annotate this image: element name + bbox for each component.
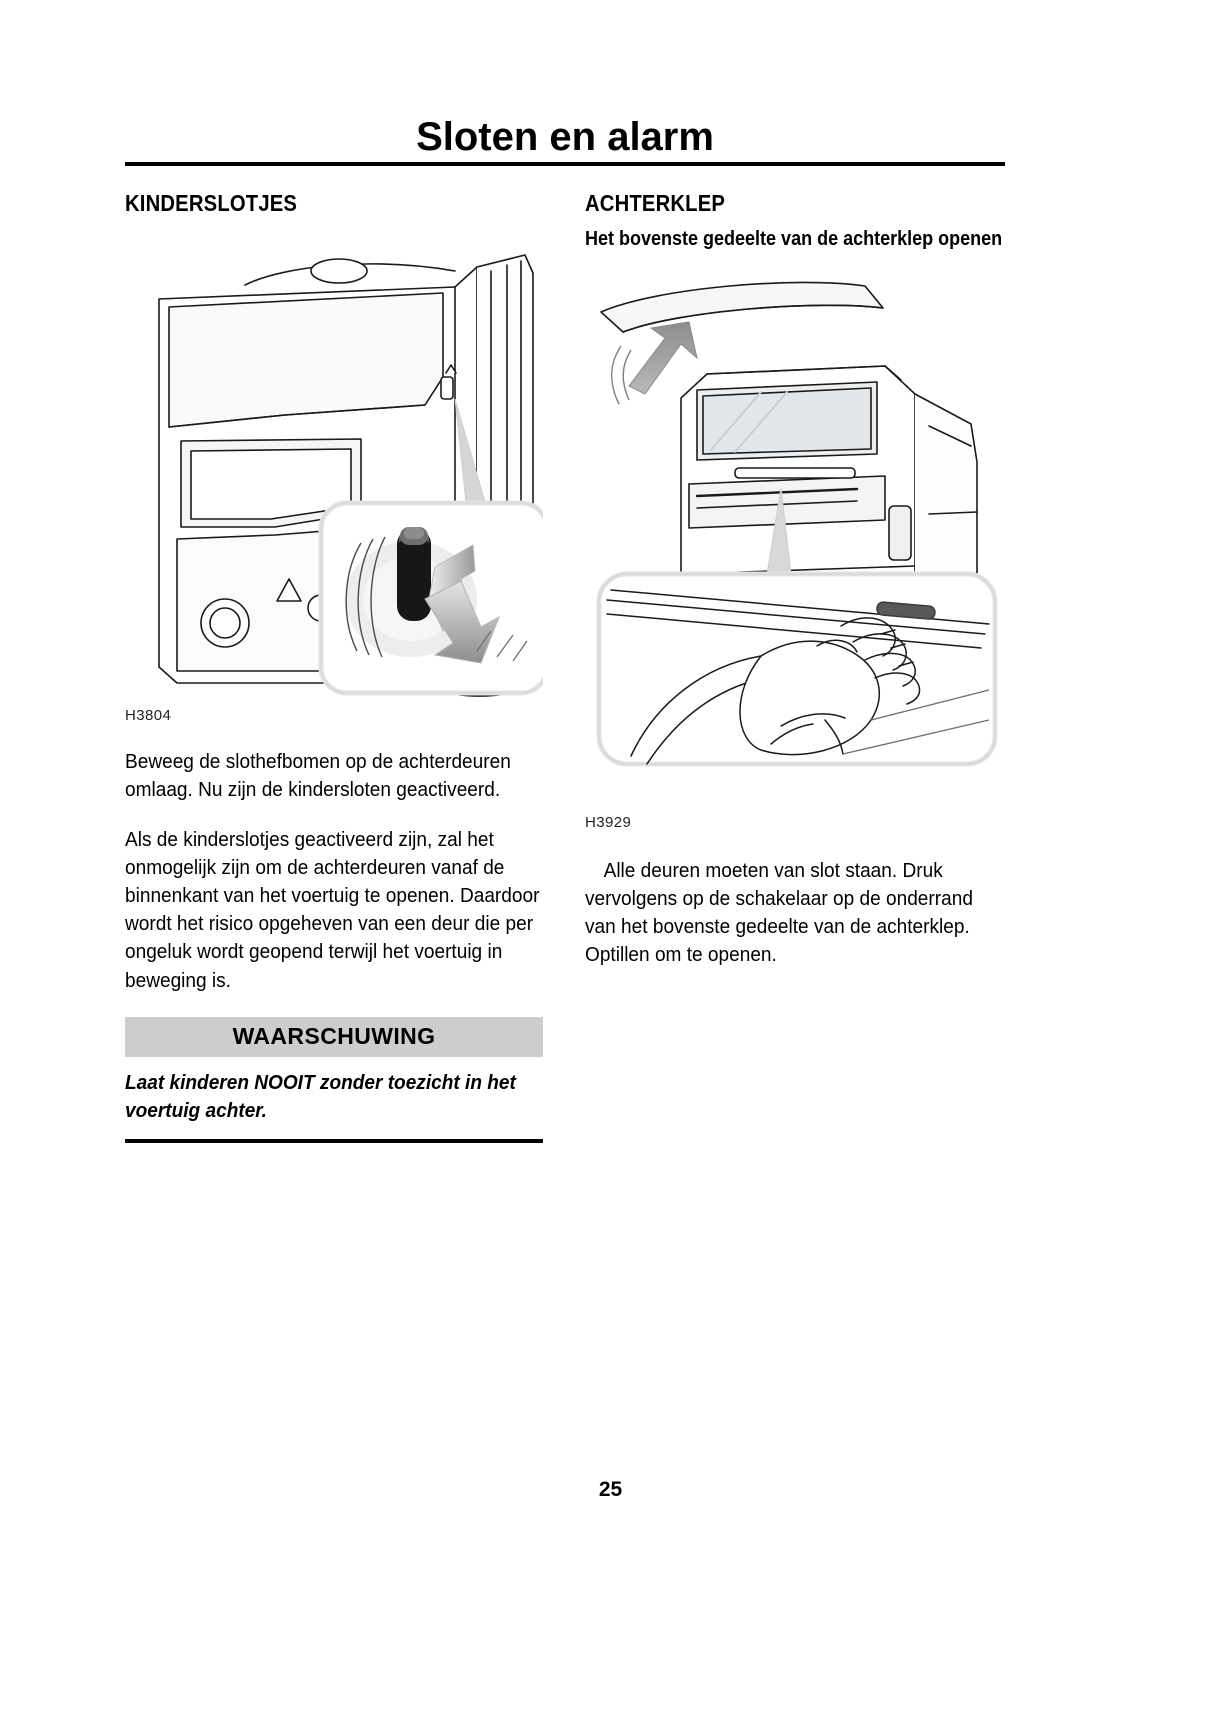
paragraph-childlock-2: Als de kinderslotjes geactiveerd zijn, zal het onmogelijk zijn om de achterdeuren vanaf de binnenkant van het voertuig te openen. Daardoor wordt het risico opgeheven van een deur die per ongeluk wordt geopend terwijl het voertuig in beweging is. xyxy=(125,828,540,992)
figure-childlock-illustration xyxy=(125,227,543,707)
warning-box xyxy=(125,1017,543,1143)
section-heading-kinderslotjes: KINDERSLOTJES xyxy=(125,190,298,216)
warning-label: WAARSCHUWING xyxy=(125,1017,543,1057)
left-column xyxy=(125,190,543,1143)
figure-code-h3804: H3804 xyxy=(125,707,172,724)
figure-tailgate-inset xyxy=(599,574,995,764)
figure-childlock xyxy=(125,227,543,724)
page-number: 25 xyxy=(598,1478,623,1501)
figure-tailgate xyxy=(585,274,1005,831)
right-column xyxy=(585,190,1005,991)
header-divider xyxy=(125,162,1005,166)
figure-code-h3929: H3929 xyxy=(585,814,632,831)
warning-text: Laat kinderen NOOIT zonder toezicht in het voertuig achter. xyxy=(125,1070,516,1122)
figure-childlock-inset xyxy=(321,503,543,693)
page-title: Sloten en alarm xyxy=(416,115,714,159)
figure-tailgate-illustration xyxy=(585,274,1005,814)
paragraph-tailgate-1: Alle deuren moeten van slot staan. Druk vervolgens op de schakelaar op de onderrand van het bovenste gedeelte van de achterklep. Optillen om te openen. xyxy=(585,859,973,967)
section-heading-achterklep: ACHTERKLEP xyxy=(585,190,726,216)
warning-divider xyxy=(125,1139,543,1143)
paragraph-childlock-1: Beweeg de slothefbomen op de achterdeuren omlaag. Nu zijn de kindersloten geactiveerd. xyxy=(125,750,511,802)
subheading-achterklep-openen: Het bovenste gedeelte van de achterklep openen xyxy=(585,228,1003,250)
